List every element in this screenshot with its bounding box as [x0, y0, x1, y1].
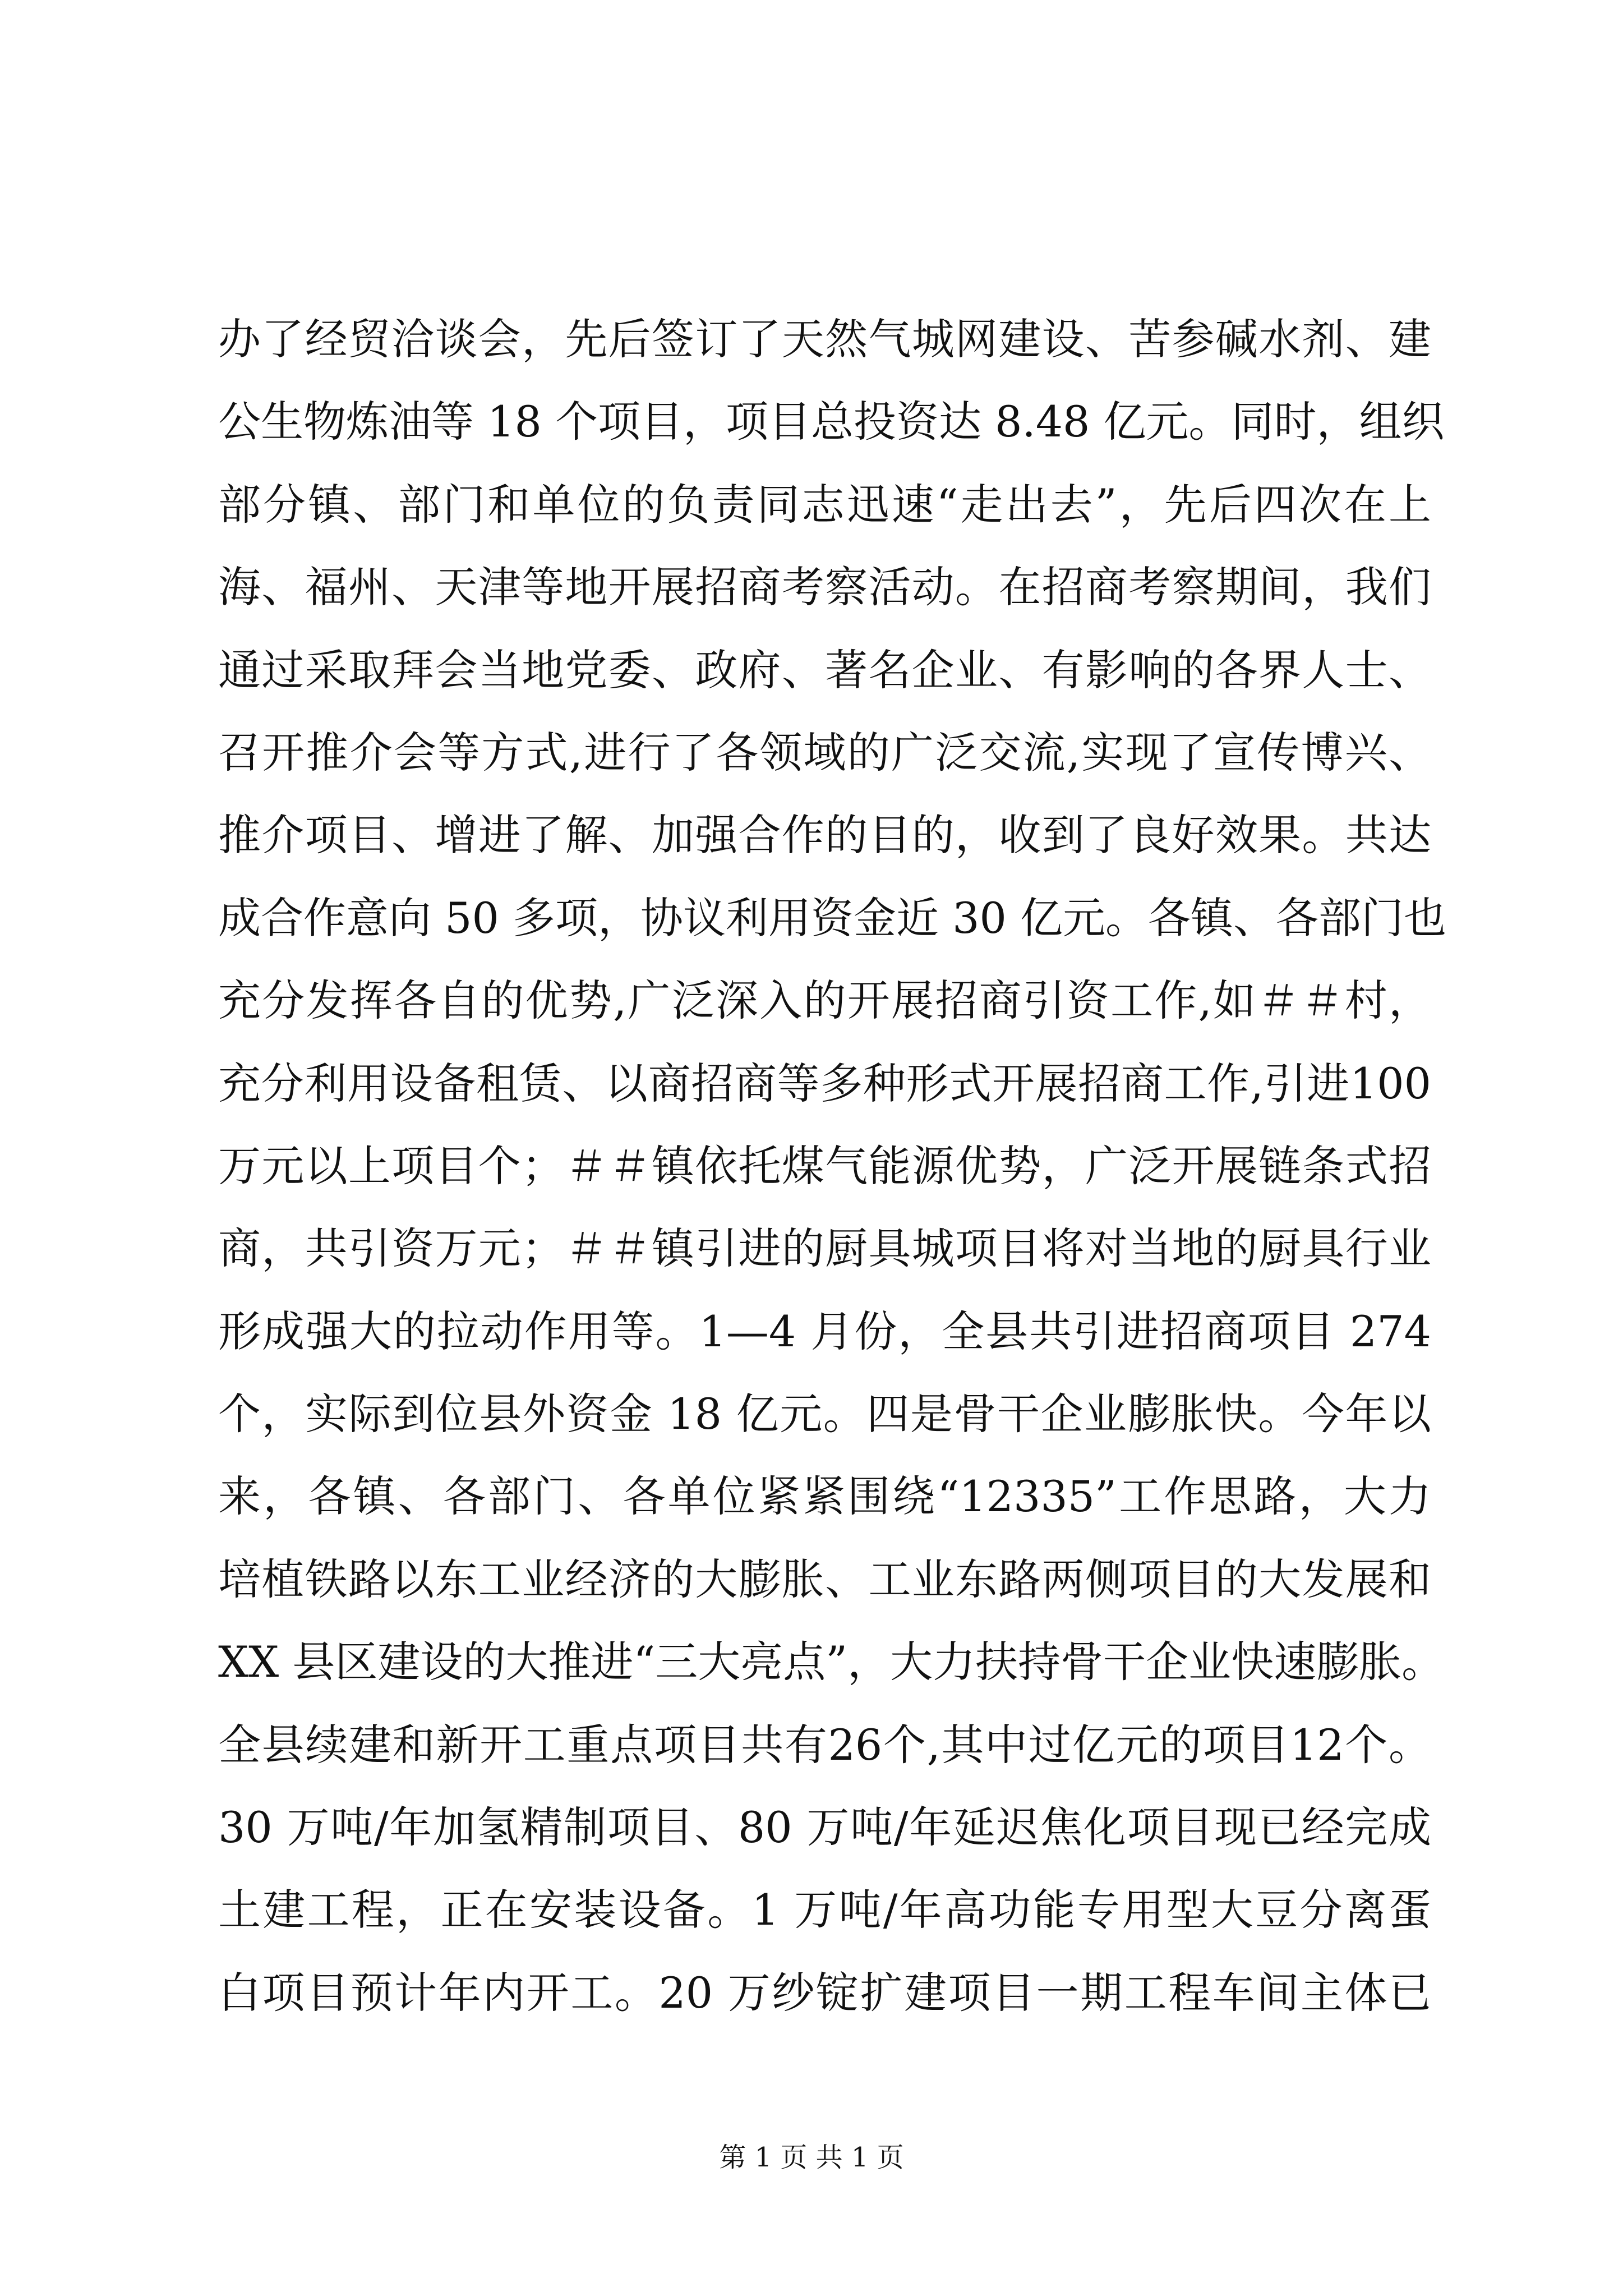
body-text-line: 培植铁路以东工业经济的大膨胀、工业东路两侧项目的大发展和 — [218, 1554, 1431, 1604]
page-footer: 第 1 页 共 1 页 — [719, 2142, 904, 2173]
body-text-line: 个，实际到位县外资金 18 亿元。四是骨干企业膨胀快。今年以 — [218, 1389, 1431, 1439]
body-text-line: XX 县区建设的大推进“三大亮点”，大力扶持骨干企业快速膨胀。 — [218, 1637, 1445, 1687]
body-text-line: 部分镇、部门和单位的负责同志迅速“走出去”，先后四次在上 — [218, 479, 1431, 530]
body-text-line: 充分发挥各自的优势,广泛深入的开展招商引资工作,如＃＃村， — [218, 976, 1431, 1026]
body-text-line: 召开推介会等方式,进行了各领域的广泛交流,实现了宣传博兴、 — [218, 727, 1431, 777]
body-text-line: 30 万吨/年加氢精制项目、80 万吨/年延迟焦化项目现已经完成 — [218, 1802, 1431, 1853]
body-text-line: 成合作意向 50 多项，协议利用资金近 30 亿元。各镇、各部门也 — [218, 892, 1447, 943]
body-text-line: 通过采取拜会当地党委、政府、著名企业、有影响的各界人士、 — [218, 645, 1431, 695]
body-text-line: 土建工程，正在安装设备。1 万吨/年高功能专用型大豆分离蛋 — [218, 1885, 1431, 1935]
body-text-line: 推介项目、增进了解、加强合作的目的，收到了良好效果。共达 — [218, 810, 1431, 861]
body-text-line: 公生物炼油等 18 个项目，项目总投资达 8.48 亿元。同时，组织 — [218, 397, 1445, 447]
body-text-line: 白项目预计年内开工。20 万纱锭扩建项目一期工程车间主体已 — [218, 1967, 1431, 2018]
body-text-line: 充分利用设备租赁、以商招商等多种形式开展招商工作,引进100 — [218, 1058, 1431, 1108]
body-text-line: 形成强大的拉动作用等。1—4 月份，全县共引进招商项目 274 — [218, 1306, 1431, 1356]
body-text-line: 商，共引资万元；＃＃镇引进的厨具城项目将对当地的厨具行业 — [218, 1223, 1431, 1274]
body-text-line: 全县续建和新开工重点项目共有26个,其中过亿元的项目12个。 — [218, 1719, 1431, 1770]
body-text-line: 办了经贸洽谈会，先后签订了天然气城网建设、苦参碱水剂、建 — [218, 314, 1431, 364]
body-text-line: 海、福州、天津等地开展招商考察活动。在招商考察期间，我们 — [218, 562, 1431, 613]
body-text-line: 来，各镇、各部门、各单位紧紧围绕“12335”工作思路，大力 — [218, 1471, 1431, 1522]
document-body — [218, 298, 1447, 2034]
body-text-line: 万元以上项目个；＃＃镇依托煤气能源优势，广泛开展链条式招 — [218, 1140, 1431, 1191]
